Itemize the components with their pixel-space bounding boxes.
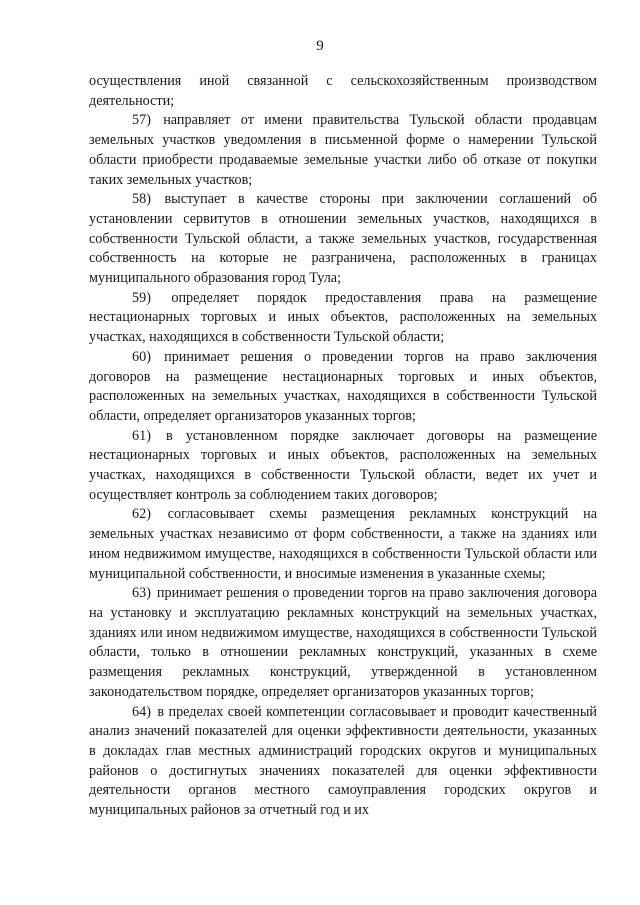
paragraph-item-62 [89, 505, 597, 584]
item-number: 64) [132, 703, 151, 720]
paragraph-text: принимает решения о проведении торгов на право заключения договора на установку и эксплуатацию рекламных конструкций на земельных участках, зданиях или ином недвижимом имуществе, находящихся в собственности Тульской области, только в отношении рекламных конструкций, указанных в схеме размещения рекламных конструкций, утвержденной в установленном законодательством порядке, определяет организаторов указанных торгов; [89, 585, 598, 700]
paragraph-text: согласовывает схемы размещения рекламных конструкций на земельных участках независимо от форм собственности, а также на зданиях или ином недвижимом имуществе, находящихся в собственности Тульской области или муниципальной собственности, и вносимые изменения в указанные схемы; [89, 506, 597, 582]
item-number: 62) [132, 506, 151, 523]
paragraph-text: в установленном порядке заключает договоры на размещение нестационарных торговых и иных объектов, расположенных на земельных участках, находящихся в собственности Тульской области, ведет их учет и осуществляет контроль за соблюдением таких договоров; [89, 427, 598, 503]
paragraph-text: осуществления иной связанной с сельскохозяйственным производством деятельности; [89, 73, 597, 109]
item-number: 60) [132, 348, 151, 365]
item-number: 59) [132, 289, 151, 306]
paragraph-item-60 [89, 348, 597, 427]
item-number: 57) [132, 112, 151, 129]
paragraph-text: выступает в качестве стороны при заключении соглашений об установлении сервитутов в отношении земельных участков, находящихся в собственности Тульской области, а также земельных участков, государственная собственность на которые не разграничена, расположенных в границах муниципального образования город Тула; [89, 191, 598, 287]
item-number: 61) [132, 427, 151, 444]
paragraph-text: в пределах своей компетенции согласовывает и проводит качественный анализ значений показателей для оценки эффективности деятельности, указанных в докладах глав местных администраций городских округов и муниципальных районов о достигнутых значениях показателей для оценки эффективности деятельности органов местного самоуправления городских округов и муниципальных районов за отчетный год и их [89, 703, 597, 819]
paragraph-text: направляет от имени правительства Тульской области продавцам земельных участков уведомления в письменной форме о намерении Тульской области приобрести продаваемые земельные участки либо об отказе от покупки таких земельных участков; [89, 112, 597, 188]
paragraph-text: принимает решения о проведении торгов на право заключения договоров на размещение нестационарных торговых и иных объектов, расположенных на земельных участках, находящихся в собственности Тульской области, определяет организаторов указанных торгов; [89, 348, 597, 424]
paragraph-text: определяет порядок предоставления права на размещение нестационарных торговых и иных объектов, расположенных на земельных участках, находящихся в собственности Тульской области; [89, 289, 597, 346]
paragraph-item-57 [89, 111, 597, 190]
page-number: 9 [316, 38, 324, 54]
document-body [89, 72, 597, 821]
item-number: 58) [132, 191, 151, 208]
paragraph-item-59 [89, 289, 597, 348]
paragraph-item-64 [89, 703, 597, 821]
paragraph-item-58 [89, 190, 597, 289]
paragraph-item-63 [89, 584, 597, 702]
paragraph-continuation [89, 72, 597, 111]
paragraph-item-61 [89, 427, 597, 506]
item-number: 63) [132, 585, 151, 602]
